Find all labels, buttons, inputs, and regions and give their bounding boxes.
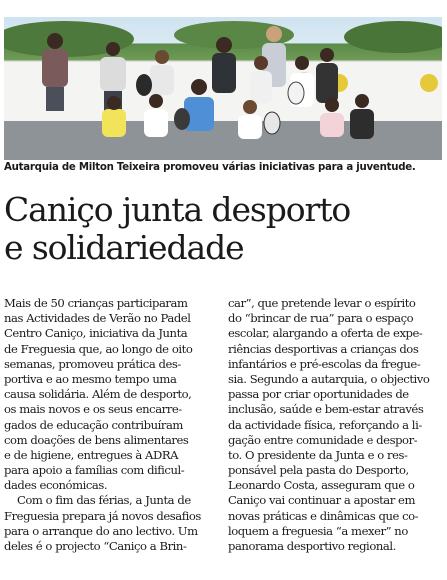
body-line: loquem a freguesia “a mexer” no — [228, 523, 408, 538]
body-line: os mais novos e os seus encarre- — [4, 402, 182, 417]
body-line: Com o fim das férias, a Junta de — [4, 493, 191, 508]
body-line: panorama desportivo regional. — [228, 539, 396, 553]
body-line: para apoio a famílias com dificul- — [4, 463, 185, 478]
body-line: semanas, promoveu prática des- — [4, 356, 181, 371]
body-line: Caniço vai continuar a apostar em — [228, 493, 416, 508]
body-line: riências desportivas a crianças dos — [228, 341, 419, 356]
body-line: car”, que pretende levar o espírito — [228, 296, 416, 310]
body-line: Freguesia prepara já novos desafios — [4, 508, 201, 523]
body-line: causa solidária. Além de desporto, — [4, 387, 192, 402]
body-line: deles é o projecto “Caniço a Brin- — [4, 539, 187, 553]
article-headline — [4, 191, 444, 267]
headline-line-2: e solidariedade — [4, 228, 244, 267]
body-line: infantários e pré-escolas da fregue- — [228, 356, 421, 371]
body-line: nas Actividades de Verão no Padel — [4, 311, 191, 326]
body-line: dades económicas. — [4, 478, 108, 493]
article-body-column-right — [228, 296, 440, 554]
body-line: portiva e ao mesmo tempo uma — [4, 371, 177, 386]
body-line: sia. Segundo a autarquia, o objectivo — [228, 371, 430, 386]
body-line: gação entre comunidade e despor- — [228, 432, 418, 447]
article-body-column-left — [4, 296, 216, 554]
body-line: Centro Caniço, iniciativa da Junta — [4, 326, 188, 341]
body-line: Mais de 50 crianças participaram — [4, 296, 188, 310]
photo-caption: Autarquia de Milton Teixeira promoveu várias iniciativas para a juventude. — [4, 162, 416, 173]
body-line: do “brincar de rua” para o espaço — [228, 311, 414, 326]
body-line: de Freguesia que, ao longo de oito — [4, 341, 193, 356]
body-line: novas práticas e dinâmicas que co- — [228, 508, 419, 523]
body-line: Leonardo Costa, asseguram que o — [228, 478, 415, 493]
body-line: com doações de bens alimentares — [4, 432, 189, 447]
body-line: passa por criar oportunidades de — [228, 387, 409, 402]
body-line: inclusão, saúde e bem-estar através — [228, 402, 424, 417]
body-line: e de higiene, entregues à ADRA — [4, 447, 179, 462]
body-line: para o arranque do ano lectivo. Um — [4, 523, 198, 538]
body-line: ponsável pela pasta do Desporto, — [228, 463, 409, 478]
body-line: da actividade física, reforçando a li- — [228, 417, 422, 432]
body-line: to. O presidente da Junta e o res- — [228, 447, 408, 462]
body-line: gados de educação contribuíram — [4, 417, 183, 432]
group-photo-illustration — [4, 17, 442, 160]
body-line: escolar, alargando a oferta de expe- — [228, 326, 423, 341]
article-photo — [4, 17, 442, 160]
headline-line-1: Caniço junta desporto — [4, 190, 351, 229]
